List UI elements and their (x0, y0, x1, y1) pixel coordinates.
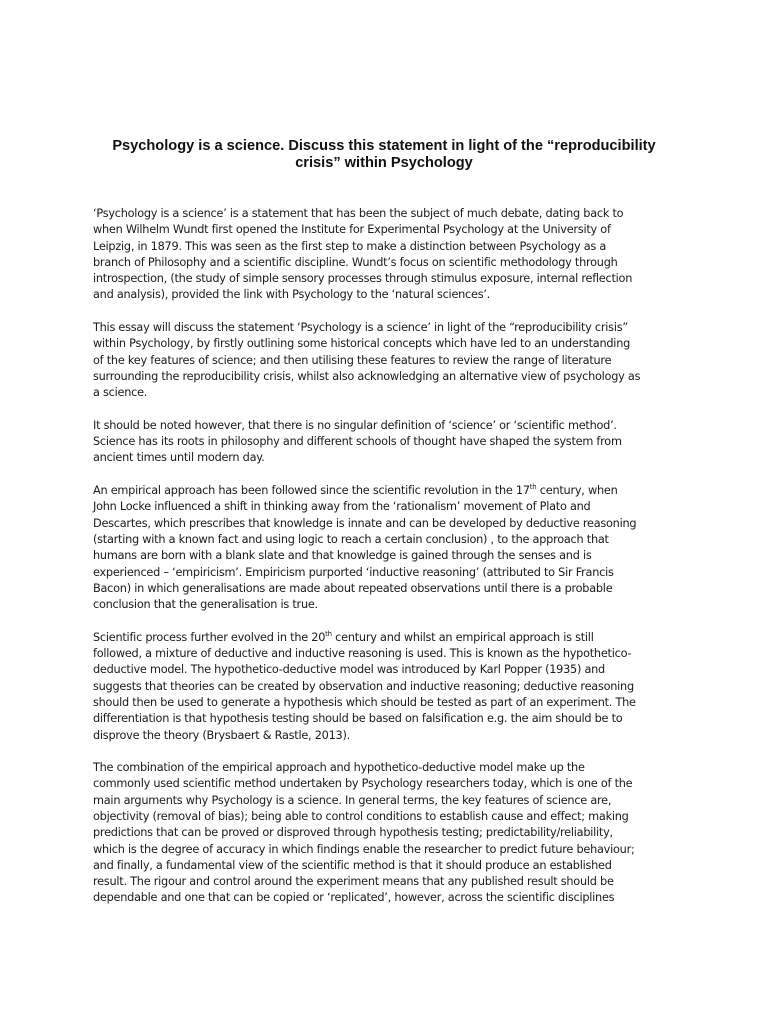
text-line: suggests that theories can be created by observation and inductive reasoning; deductive reasoning (93, 679, 634, 693)
text-line: main arguments why Psychology is a science. In general terms, the key features of science are, (93, 793, 612, 807)
text-line (93, 483, 683, 499)
text-line: branch of Philosophy and a scientific discipline. Wundt’s focus on scientific methodology through (93, 255, 618, 269)
paragraph-hypothetico-deductive (93, 630, 683, 744)
text-line: predictions that can be proved or disproved through hypothesis testing; predictability/reliability, (93, 826, 613, 840)
superscript: th (529, 483, 537, 492)
text-line: introspection, (the study of simple sensory processes through stimulus exposure, internal reflection (93, 272, 633, 286)
text-line: of the key features of science; and then utilising these features to review the range of literature (93, 353, 612, 367)
text-line: and analysis), provided the link with Psychology to the ‘natural sciences’. (93, 288, 491, 302)
superscript: th (325, 629, 332, 638)
text-line: Bacon) in which generalisations are made about repeated observations until there is a probable (93, 581, 613, 595)
text-line (93, 630, 683, 646)
text-line: dependable and one that can be copied or ‘replicated’, however, across the scientific disciplines (93, 891, 615, 905)
text-line: when Wilhelm Wundt first opened the Institute for Experimental Psychology at the University of (93, 223, 611, 237)
text-fragment: An empirical approach has been followed since the scientific revolution in the 17 (93, 484, 530, 498)
text-line: which is the degree of accuracy in which findings enable the researcher to predict future behaviour; (93, 842, 635, 856)
text-line: humans are born with a blank slate and that knowledge is gained through the senses and is (93, 549, 592, 563)
title-line: crisis” within Psychology (295, 155, 473, 171)
title-line: Psychology is a science. Discuss this statement in light of the “reproducibility (112, 138, 656, 154)
text-line: Science has its roots in philosophy and different schools of thought have shaped the system from (93, 435, 622, 449)
paragraph-introduction (93, 206, 683, 304)
text-line: experienced – ‘empiricism’. Empiricism purported ‘inductive reasoning’ (attributed to Sir Francis (93, 565, 614, 579)
text-line: result. The rigour and control around the experiment means that any published result should be (93, 875, 614, 889)
text-line: ancient times until modern day. (93, 451, 265, 465)
text-fragment: century and whilst an empirical approach is still (331, 630, 594, 644)
text-line: deductive model. The hypothetico-deductive model was introduced by Karl Popper (1935) and (93, 663, 605, 677)
text-line: objectivity (removal of bias); being able to control conditions to establish cause and effect; making (93, 809, 629, 823)
paragraph-essay-outline (93, 320, 683, 401)
text-line: The combination of the empirical approach and hypothetico-deductive model make up the (93, 761, 585, 775)
text-line: (starting with a known fact and using logic to reach a certain conclusion) , to the approach that (93, 532, 609, 546)
text-line: ‘Psychology is a science’ is a statement that has been the subject of much debate, dating back to (93, 207, 624, 220)
text-line: Leipzig, in 1879. This was seen as the first step to make a distinction between Psychology as a (93, 239, 607, 253)
text-fragment: Scientific process further evolved in the 20 (93, 630, 326, 644)
text-line: This essay will discuss the statement ‘Psychology is a science’ in light of the “reproducibility crisis” (93, 321, 628, 335)
text-line: differentiation is that hypothesis testing should be based on falsification e.g. the aim should be to (93, 712, 623, 726)
paragraph-definition-note (93, 418, 683, 467)
text-line: within Psychology, by firstly outlining some historical concepts which have led to an understanding (93, 337, 631, 351)
text-line: commonly used scientific method undertaken by Psychology researchers today, which is one of the (93, 777, 633, 791)
text-line: should then be used to generate a hypothesis which should be tested as part of an experiment. The (93, 695, 636, 709)
text-line: surrounding the reproducibility crisis, whilst also acknowledging an alternative view of psychology as (93, 369, 641, 383)
text-line: Descartes, which prescribes that knowledge is innate and can be developed by deductive reasoning (93, 516, 637, 530)
text-fragment: century, when (536, 484, 618, 498)
essay-title (80, 138, 688, 172)
essay-body (93, 206, 683, 923)
text-line: It should be noted however, that there is no singular definition of ‘science’ or ‘scientific method’. (93, 418, 617, 432)
text-line: a science. (93, 386, 148, 400)
paragraph-empirical-approach (93, 483, 683, 613)
text-line: conclusion that the generalisation is true. (93, 598, 318, 612)
text-line: John Locke influenced a shift in thinking away from the ‘rationalism’ movement of Plato and (93, 500, 591, 514)
paragraph-key-features (93, 760, 683, 907)
text-line: disprove the theory (Brysbaert & Rastle, 2013). (93, 728, 350, 742)
text-line: and finally, a fundamental view of the scientific method is that it should produce an established (93, 858, 612, 872)
text-line: followed, a mixture of deductive and inductive reasoning is used. This is known as the hypothetico- (93, 647, 632, 661)
